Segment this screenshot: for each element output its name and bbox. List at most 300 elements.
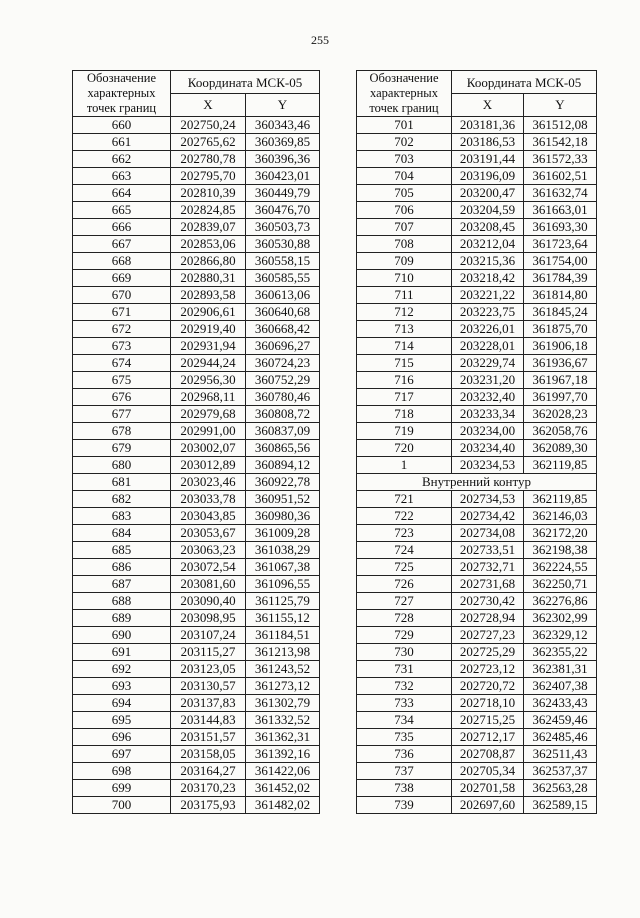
x-value: 203196,09 — [452, 168, 524, 185]
y-value: 361814,80 — [524, 287, 597, 304]
table-row — [73, 508, 320, 525]
x-value: 202991,00 — [171, 423, 246, 440]
table-row — [357, 491, 597, 508]
point-number: 681 — [73, 474, 171, 491]
y-value: 362146,03 — [524, 508, 597, 525]
x-value: 202968,11 — [171, 389, 246, 406]
table-row — [73, 593, 320, 610]
y-value: 362511,43 — [524, 746, 597, 763]
table-row — [73, 712, 320, 729]
inner-contour-section — [357, 474, 597, 491]
point-number: 735 — [357, 729, 452, 746]
point-number: 730 — [357, 644, 452, 661]
table-row — [357, 134, 597, 151]
table-row — [357, 287, 597, 304]
point-number: 726 — [357, 576, 452, 593]
point-number: 700 — [73, 797, 171, 814]
point-number: 715 — [357, 355, 452, 372]
y-value: 360837,09 — [246, 423, 320, 440]
x-value: 203204,59 — [452, 202, 524, 219]
y-value: 361875,70 — [524, 321, 597, 338]
y-value: 362459,46 — [524, 712, 597, 729]
y-value: 361243,52 — [246, 661, 320, 678]
x-value: 202730,42 — [452, 593, 524, 610]
y-value: 362250,71 — [524, 576, 597, 593]
point-number: 677 — [73, 406, 171, 423]
x-value: 203218,42 — [452, 270, 524, 287]
y-value: 361784,39 — [524, 270, 597, 287]
point-number: 701 — [357, 117, 452, 134]
table-row — [357, 253, 597, 270]
y-value: 360752,29 — [246, 372, 320, 389]
x-value: 203233,34 — [452, 406, 524, 423]
x-value: 203170,23 — [171, 780, 246, 797]
point-number: 665 — [73, 202, 171, 219]
point-number: 704 — [357, 168, 452, 185]
x-value: 202725,29 — [452, 644, 524, 661]
x-value: 203033,78 — [171, 491, 246, 508]
y-value: 360696,27 — [246, 338, 320, 355]
table-row — [357, 542, 597, 559]
coordinate-system-header: Координата МСК-05 — [452, 71, 597, 94]
point-number: 717 — [357, 389, 452, 406]
point-number: 719 — [357, 423, 452, 440]
table-row — [73, 491, 320, 508]
y-value: 361512,08 — [524, 117, 597, 134]
y-value: 361392,16 — [246, 746, 320, 763]
table-row — [357, 644, 597, 661]
x-value: 203081,60 — [171, 576, 246, 593]
point-number: 702 — [357, 134, 452, 151]
point-number: 718 — [357, 406, 452, 423]
coordinates-table-right — [356, 70, 597, 814]
point-number: 666 — [73, 219, 171, 236]
table-row — [73, 389, 320, 406]
x-value: 203123,05 — [171, 661, 246, 678]
point-number: 670 — [73, 287, 171, 304]
x-value: 203151,57 — [171, 729, 246, 746]
table-row — [73, 270, 320, 287]
point-number: 686 — [73, 559, 171, 576]
point-number: 690 — [73, 627, 171, 644]
point-number: 731 — [357, 661, 452, 678]
x-value: 202723,12 — [452, 661, 524, 678]
y-value: 361997,70 — [524, 389, 597, 406]
y-value: 361273,12 — [246, 678, 320, 695]
x-value: 202731,68 — [452, 576, 524, 593]
y-value: 361332,52 — [246, 712, 320, 729]
y-value: 361723,64 — [524, 236, 597, 253]
x-value: 202780,78 — [171, 151, 246, 168]
table-row — [357, 202, 597, 219]
table-row — [73, 423, 320, 440]
y-value: 362119,85 — [524, 491, 597, 508]
table-row — [73, 440, 320, 457]
x-value: 202734,42 — [452, 508, 524, 525]
table-row — [357, 746, 597, 763]
point-number: 674 — [73, 355, 171, 372]
x-value: 203234,53 — [452, 457, 524, 474]
point-number: 689 — [73, 610, 171, 627]
table-row — [73, 355, 320, 372]
table-row — [357, 627, 597, 644]
table-row — [73, 678, 320, 695]
point-number: 684 — [73, 525, 171, 542]
table-row — [73, 406, 320, 423]
y-value: 360613,06 — [246, 287, 320, 304]
table-row — [73, 763, 320, 780]
point-number: 669 — [73, 270, 171, 287]
x-value: 203098,95 — [171, 610, 246, 627]
point-number: 729 — [357, 627, 452, 644]
y-value: 361602,51 — [524, 168, 597, 185]
point-number: 683 — [73, 508, 171, 525]
y-value: 361096,55 — [246, 576, 320, 593]
point-number: 693 — [73, 678, 171, 695]
point-number: 691 — [73, 644, 171, 661]
x-value: 202853,06 — [171, 236, 246, 253]
table-row — [73, 185, 320, 202]
point-label-header: Обозначение характерных точек границ — [357, 71, 452, 117]
table-row — [357, 151, 597, 168]
table-row — [73, 457, 320, 474]
x-value: 202720,72 — [452, 678, 524, 695]
table-row — [357, 559, 597, 576]
x-value: 203234,40 — [452, 440, 524, 457]
table-row — [73, 542, 320, 559]
table-row — [73, 661, 320, 678]
x-value: 203228,01 — [452, 338, 524, 355]
x-value: 202732,71 — [452, 559, 524, 576]
x-header: X — [171, 94, 246, 117]
y-value: 362589,15 — [524, 797, 597, 814]
table-row — [357, 440, 597, 457]
point-number: 705 — [357, 185, 452, 202]
point-number: 673 — [73, 338, 171, 355]
coordinate-system-header: Координата МСК-05 — [171, 71, 320, 94]
x-value: 202734,53 — [452, 491, 524, 508]
coordinates-table-left — [72, 70, 320, 814]
point-number: 724 — [357, 542, 452, 559]
table-row — [357, 712, 597, 729]
point-number: 722 — [357, 508, 452, 525]
x-value: 202734,08 — [452, 525, 524, 542]
y-value: 360724,23 — [246, 355, 320, 372]
section-title: Внутренний контур — [357, 474, 597, 491]
x-header: X — [452, 94, 524, 117]
x-value: 202718,10 — [452, 695, 524, 712]
x-value: 202824,85 — [171, 202, 246, 219]
table-row — [357, 797, 597, 814]
table-row — [357, 576, 597, 593]
table-row — [73, 151, 320, 168]
x-value: 202727,23 — [452, 627, 524, 644]
y-value: 361067,38 — [246, 559, 320, 576]
x-value: 202944,24 — [171, 355, 246, 372]
y-value: 360503,73 — [246, 219, 320, 236]
x-value: 202979,68 — [171, 406, 246, 423]
x-value: 202795,70 — [171, 168, 246, 185]
x-value: 203053,67 — [171, 525, 246, 542]
point-number: 687 — [73, 576, 171, 593]
table-row — [73, 253, 320, 270]
x-value: 202708,87 — [452, 746, 524, 763]
point-number: 671 — [73, 304, 171, 321]
x-value: 203186,53 — [452, 134, 524, 151]
point-number: 737 — [357, 763, 452, 780]
x-value: 203043,85 — [171, 508, 246, 525]
table-row — [357, 678, 597, 695]
table-row — [357, 355, 597, 372]
point-number: 714 — [357, 338, 452, 355]
table-row — [357, 219, 597, 236]
y-value: 361482,02 — [246, 797, 320, 814]
x-value: 203181,36 — [452, 117, 524, 134]
table-row — [73, 610, 320, 627]
x-value: 203215,36 — [452, 253, 524, 270]
y-value: 360808,72 — [246, 406, 320, 423]
table-row — [357, 525, 597, 542]
y-value: 360865,56 — [246, 440, 320, 457]
table-row — [357, 236, 597, 253]
table-row — [357, 321, 597, 338]
point-number: 706 — [357, 202, 452, 219]
y-value: 361184,51 — [246, 627, 320, 644]
point-number: 667 — [73, 236, 171, 253]
x-value: 203072,54 — [171, 559, 246, 576]
y-value: 362119,85 — [524, 457, 597, 474]
point-number: 699 — [73, 780, 171, 797]
y-value: 360922,78 — [246, 474, 320, 491]
table-row — [73, 134, 320, 151]
y-value: 362302,99 — [524, 610, 597, 627]
y-header: Y — [524, 94, 597, 117]
page-number: 255 — [311, 33, 329, 47]
x-value: 203158,05 — [171, 746, 246, 763]
table-row — [73, 338, 320, 355]
point-number: 710 — [357, 270, 452, 287]
table-row — [73, 236, 320, 253]
y-value: 361452,02 — [246, 780, 320, 797]
table-row — [357, 372, 597, 389]
x-value: 203229,74 — [452, 355, 524, 372]
x-value: 203164,27 — [171, 763, 246, 780]
x-value: 202893,58 — [171, 287, 246, 304]
y-value: 361009,28 — [246, 525, 320, 542]
x-value: 203191,44 — [452, 151, 524, 168]
table-row — [73, 695, 320, 712]
y-value: 361362,31 — [246, 729, 320, 746]
x-value: 203232,40 — [452, 389, 524, 406]
x-value: 203012,89 — [171, 457, 246, 474]
y-value: 360449,79 — [246, 185, 320, 202]
y-value: 362407,38 — [524, 678, 597, 695]
x-value: 202750,24 — [171, 117, 246, 134]
point-number: 713 — [357, 321, 452, 338]
table-row — [73, 797, 320, 814]
table-row — [73, 559, 320, 576]
y-header: Y — [246, 94, 320, 117]
point-number: 696 — [73, 729, 171, 746]
point-number: 680 — [73, 457, 171, 474]
y-value: 362355,22 — [524, 644, 597, 661]
table-row — [73, 168, 320, 185]
y-value: 361693,30 — [524, 219, 597, 236]
point-number: 661 — [73, 134, 171, 151]
point-number: 721 — [357, 491, 452, 508]
x-value: 202733,51 — [452, 542, 524, 559]
point-number: 692 — [73, 661, 171, 678]
y-value: 361302,79 — [246, 695, 320, 712]
table-row — [357, 508, 597, 525]
x-value: 202712,17 — [452, 729, 524, 746]
table-row — [73, 304, 320, 321]
x-value: 203231,20 — [452, 372, 524, 389]
y-value: 361038,29 — [246, 542, 320, 559]
y-value: 360780,46 — [246, 389, 320, 406]
y-value: 360369,85 — [246, 134, 320, 151]
table-row — [357, 304, 597, 321]
right-table-body-outer — [357, 117, 597, 474]
y-value: 361632,74 — [524, 185, 597, 202]
x-value: 203234,00 — [452, 423, 524, 440]
point-number: 679 — [73, 440, 171, 457]
x-value: 202956,30 — [171, 372, 246, 389]
x-value: 203107,24 — [171, 627, 246, 644]
y-value: 360585,55 — [246, 270, 320, 287]
y-value: 362537,37 — [524, 763, 597, 780]
y-value: 361213,98 — [246, 644, 320, 661]
section-row — [357, 474, 597, 491]
point-number: 675 — [73, 372, 171, 389]
table-row — [357, 610, 597, 627]
point-number: 688 — [73, 593, 171, 610]
x-value: 203115,27 — [171, 644, 246, 661]
table-row — [73, 627, 320, 644]
table-row — [357, 763, 597, 780]
y-value: 362172,20 — [524, 525, 597, 542]
y-value: 362276,86 — [524, 593, 597, 610]
table-row — [357, 270, 597, 287]
y-value: 362433,43 — [524, 695, 597, 712]
y-value: 360894,12 — [246, 457, 320, 474]
x-value: 202728,94 — [452, 610, 524, 627]
table-row — [357, 338, 597, 355]
y-value: 362329,12 — [524, 627, 597, 644]
y-value: 361155,12 — [246, 610, 320, 627]
point-number: 738 — [357, 780, 452, 797]
point-number: 736 — [357, 746, 452, 763]
table-row — [73, 372, 320, 389]
table-row — [73, 117, 320, 134]
y-value: 361754,00 — [524, 253, 597, 270]
y-value: 361572,33 — [524, 151, 597, 168]
y-value: 361967,18 — [524, 372, 597, 389]
x-value: 203144,83 — [171, 712, 246, 729]
y-value: 361422,06 — [246, 763, 320, 780]
table-row — [357, 593, 597, 610]
x-value: 202919,40 — [171, 321, 246, 338]
point-number: 708 — [357, 236, 452, 253]
x-value: 203137,83 — [171, 695, 246, 712]
y-value: 362028,23 — [524, 406, 597, 423]
y-value: 360396,36 — [246, 151, 320, 168]
point-number: 723 — [357, 525, 452, 542]
table-row — [357, 661, 597, 678]
y-value: 361936,67 — [524, 355, 597, 372]
x-value: 203212,04 — [452, 236, 524, 253]
y-value: 361663,01 — [524, 202, 597, 219]
x-value: 203208,45 — [452, 219, 524, 236]
x-value: 203175,93 — [171, 797, 246, 814]
point-number: 709 — [357, 253, 452, 270]
y-value: 361906,18 — [524, 338, 597, 355]
x-value: 202810,39 — [171, 185, 246, 202]
point-number: 739 — [357, 797, 452, 814]
table-row — [73, 474, 320, 491]
x-value: 203221,22 — [452, 287, 524, 304]
table-row — [73, 287, 320, 304]
x-value: 202705,34 — [452, 763, 524, 780]
table-row — [73, 644, 320, 661]
table-row — [73, 780, 320, 797]
point-number: 707 — [357, 219, 452, 236]
table-row — [357, 185, 597, 202]
x-value: 203200,47 — [452, 185, 524, 202]
point-number: 697 — [73, 746, 171, 763]
y-value: 362381,31 — [524, 661, 597, 678]
point-number: 727 — [357, 593, 452, 610]
table-row — [73, 746, 320, 763]
x-value: 202931,94 — [171, 338, 246, 355]
table-row — [73, 729, 320, 746]
table-row — [73, 525, 320, 542]
y-value: 360668,42 — [246, 321, 320, 338]
point-number: 1 — [357, 457, 452, 474]
point-number: 734 — [357, 712, 452, 729]
x-value: 203226,01 — [452, 321, 524, 338]
x-value: 202906,61 — [171, 304, 246, 321]
y-value: 361125,79 — [246, 593, 320, 610]
y-value: 362198,38 — [524, 542, 597, 559]
point-number: 668 — [73, 253, 171, 270]
point-number: 698 — [73, 763, 171, 780]
x-value: 203063,23 — [171, 542, 246, 559]
point-number: 663 — [73, 168, 171, 185]
x-value: 203023,46 — [171, 474, 246, 491]
x-value: 202715,25 — [452, 712, 524, 729]
table-row — [357, 406, 597, 423]
table-row — [357, 457, 597, 474]
x-value: 203090,40 — [171, 593, 246, 610]
y-value: 362058,76 — [524, 423, 597, 440]
y-value: 360530,88 — [246, 236, 320, 253]
table-row — [357, 780, 597, 797]
y-value: 362563,28 — [524, 780, 597, 797]
point-number: 685 — [73, 542, 171, 559]
point-number: 682 — [73, 491, 171, 508]
y-value: 360980,36 — [246, 508, 320, 525]
point-number: 728 — [357, 610, 452, 627]
point-number: 660 — [73, 117, 171, 134]
x-value: 203002,07 — [171, 440, 246, 457]
table-row — [357, 389, 597, 406]
table-row — [357, 695, 597, 712]
point-number: 725 — [357, 559, 452, 576]
point-number: 733 — [357, 695, 452, 712]
y-value: 362089,30 — [524, 440, 597, 457]
y-value: 360558,15 — [246, 253, 320, 270]
